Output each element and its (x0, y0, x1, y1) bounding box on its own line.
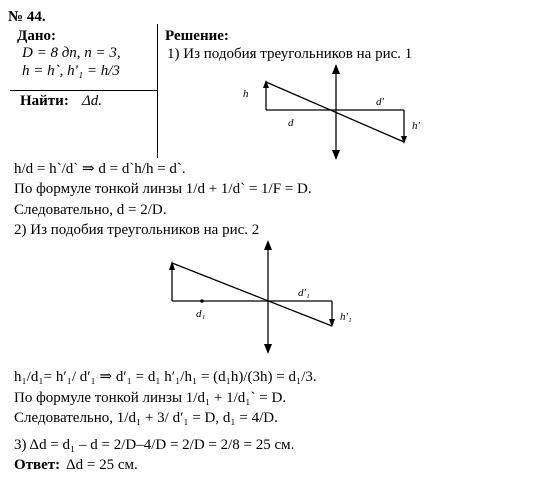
step2-intro: 2) Из подобия треугольников на рис. 2 (14, 222, 260, 238)
equation-5: По формуле тонкой линзы 1/d₁ + 1/d₁` = D. (14, 390, 287, 406)
equation-4: h₁/d₁= h′₁/ d′₁ ⇒ d′₁ = d₁ h′₁/h₁ = (d₁h)/(3h) = d₁/3. (14, 369, 317, 385)
problem-number: № 44. (8, 9, 46, 25)
equation-2: По формуле тонкой линзы 1/d + 1/d` = 1/F = D. (14, 181, 312, 197)
given-line-2: h = h`, h′₁ = h/3 (22, 63, 120, 79)
fig1-label-h: h (243, 88, 249, 100)
fig1-label-h-prime: h′ (412, 120, 420, 132)
find-value: Δd. (82, 93, 103, 109)
fig1-label-d-prime: d′ (376, 96, 384, 108)
fig1-label-d: d (288, 117, 294, 129)
find-label: Найти: (20, 93, 69, 109)
given-header: Дано: (17, 28, 56, 44)
fig2-label-d1-prime: d′₁ (298, 287, 310, 299)
equation-7: 3) Δd = d₁ – d = 2/D–4/D = 2/D = 2/8 = 25 см. (14, 437, 295, 453)
fig2-label-h1-prime: h′₁ (340, 311, 352, 323)
equation-6: Следовательно, 1/d₁ + 3/ d′₁ = D, d₁ = 4/D. (14, 410, 278, 426)
step1-intro: 1) Из подобия треугольников на рис. 1 (167, 46, 413, 62)
fig2-label-d1: d₁ (196, 308, 206, 320)
equation-1: h/d = h`/d` ⇒ d = d`h/h = d`. (14, 161, 186, 177)
solution-header: Решение: (165, 28, 229, 44)
answer-value: Δd = 25 см. (66, 457, 138, 473)
given-line-1: D = 8 дп, n = 3, (22, 45, 121, 61)
equation-3: Следовательно, d = 2/D. (14, 202, 167, 218)
answer-label: Ответ: (14, 457, 61, 473)
